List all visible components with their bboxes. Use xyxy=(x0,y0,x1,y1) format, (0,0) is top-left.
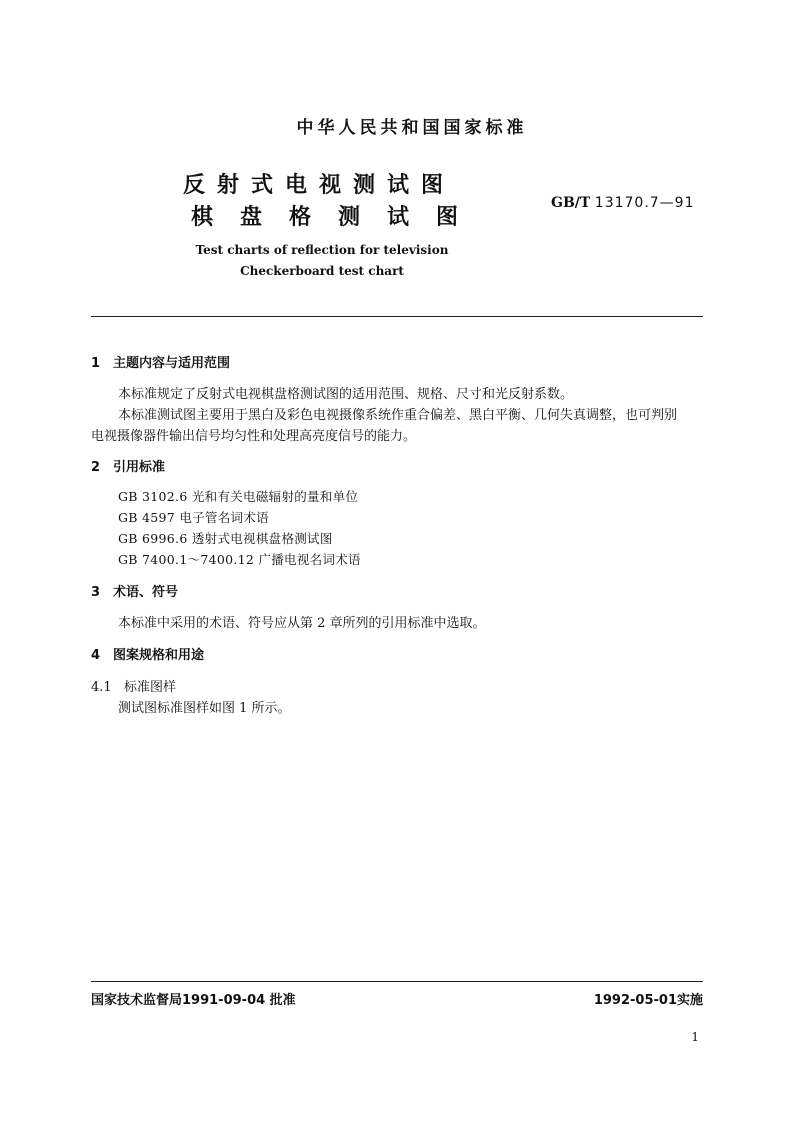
issuing-body: 中华人民共和国国家标准 xyxy=(296,118,528,138)
title-line-1: 反射式电视测试图 xyxy=(183,173,456,198)
approval-date: 国家技术监督局1991-09-04 批准 xyxy=(91,993,296,1008)
standard-code xyxy=(551,195,695,211)
standard-code-number: 13170.7—91 xyxy=(594,195,695,211)
reference-item: GB 3102.6 光和有关电磁辐射的量和单位 xyxy=(118,489,359,504)
header-divider xyxy=(91,316,703,317)
subsection-title: 标准图样 xyxy=(124,680,177,695)
subsection-number: 4.1 xyxy=(91,680,112,695)
section-number: 4 xyxy=(91,648,101,663)
section-2-heading xyxy=(91,456,165,475)
paragraph: 本标准测试图主要用于黑白及彩色电视摄像系统作重合偏差、黑白平衡、几何失真调整，也可判别 xyxy=(118,408,678,423)
section-title: 术语、符号 xyxy=(113,585,179,600)
reference-item: GB 7400.1～7400.12 广播电视名词术语 xyxy=(118,552,361,567)
section-number: 1 xyxy=(91,356,101,371)
subsection-4-1-heading xyxy=(91,676,176,695)
section-title: 引用标准 xyxy=(113,460,166,475)
paragraph: 本标准规定了反射式电视棋盘格测试图的适用范围、规格、尺寸和光反射系数。 xyxy=(118,387,574,402)
section-title: 图案规格和用途 xyxy=(113,648,205,663)
footer-divider xyxy=(91,981,703,982)
paragraph: 测试图标准图样如图 1 所示。 xyxy=(118,701,291,716)
section-number: 2 xyxy=(91,460,101,475)
page-number: 1 xyxy=(691,1030,699,1044)
title-line-2: 棋盘格测试图 xyxy=(191,205,486,230)
paragraph: 本标准中采用的术语、符号应从第 2 章所列的引用标准中选取。 xyxy=(118,616,486,631)
reference-item: GB 4597 电子管名词术语 xyxy=(118,510,269,525)
english-title-line-2: Checkerboard test chart xyxy=(240,264,404,278)
section-4-heading xyxy=(91,644,204,663)
english-title-line-1: Test charts of reflection for television xyxy=(195,243,449,257)
section-number: 3 xyxy=(91,585,101,600)
section-3-heading xyxy=(91,581,178,600)
paragraph-continuation: 电视摄像器件输出信号均匀性和处理高亮度信号的能力。 xyxy=(91,429,417,444)
effective-date: 1992-05-01实施 xyxy=(593,993,703,1008)
reference-item: GB 6996.6 透射式电视棋盘格测试图 xyxy=(118,531,333,546)
section-title: 主题内容与适用范围 xyxy=(113,356,231,371)
section-1-heading xyxy=(91,352,230,371)
standard-code-prefix: GB/T xyxy=(551,195,591,211)
